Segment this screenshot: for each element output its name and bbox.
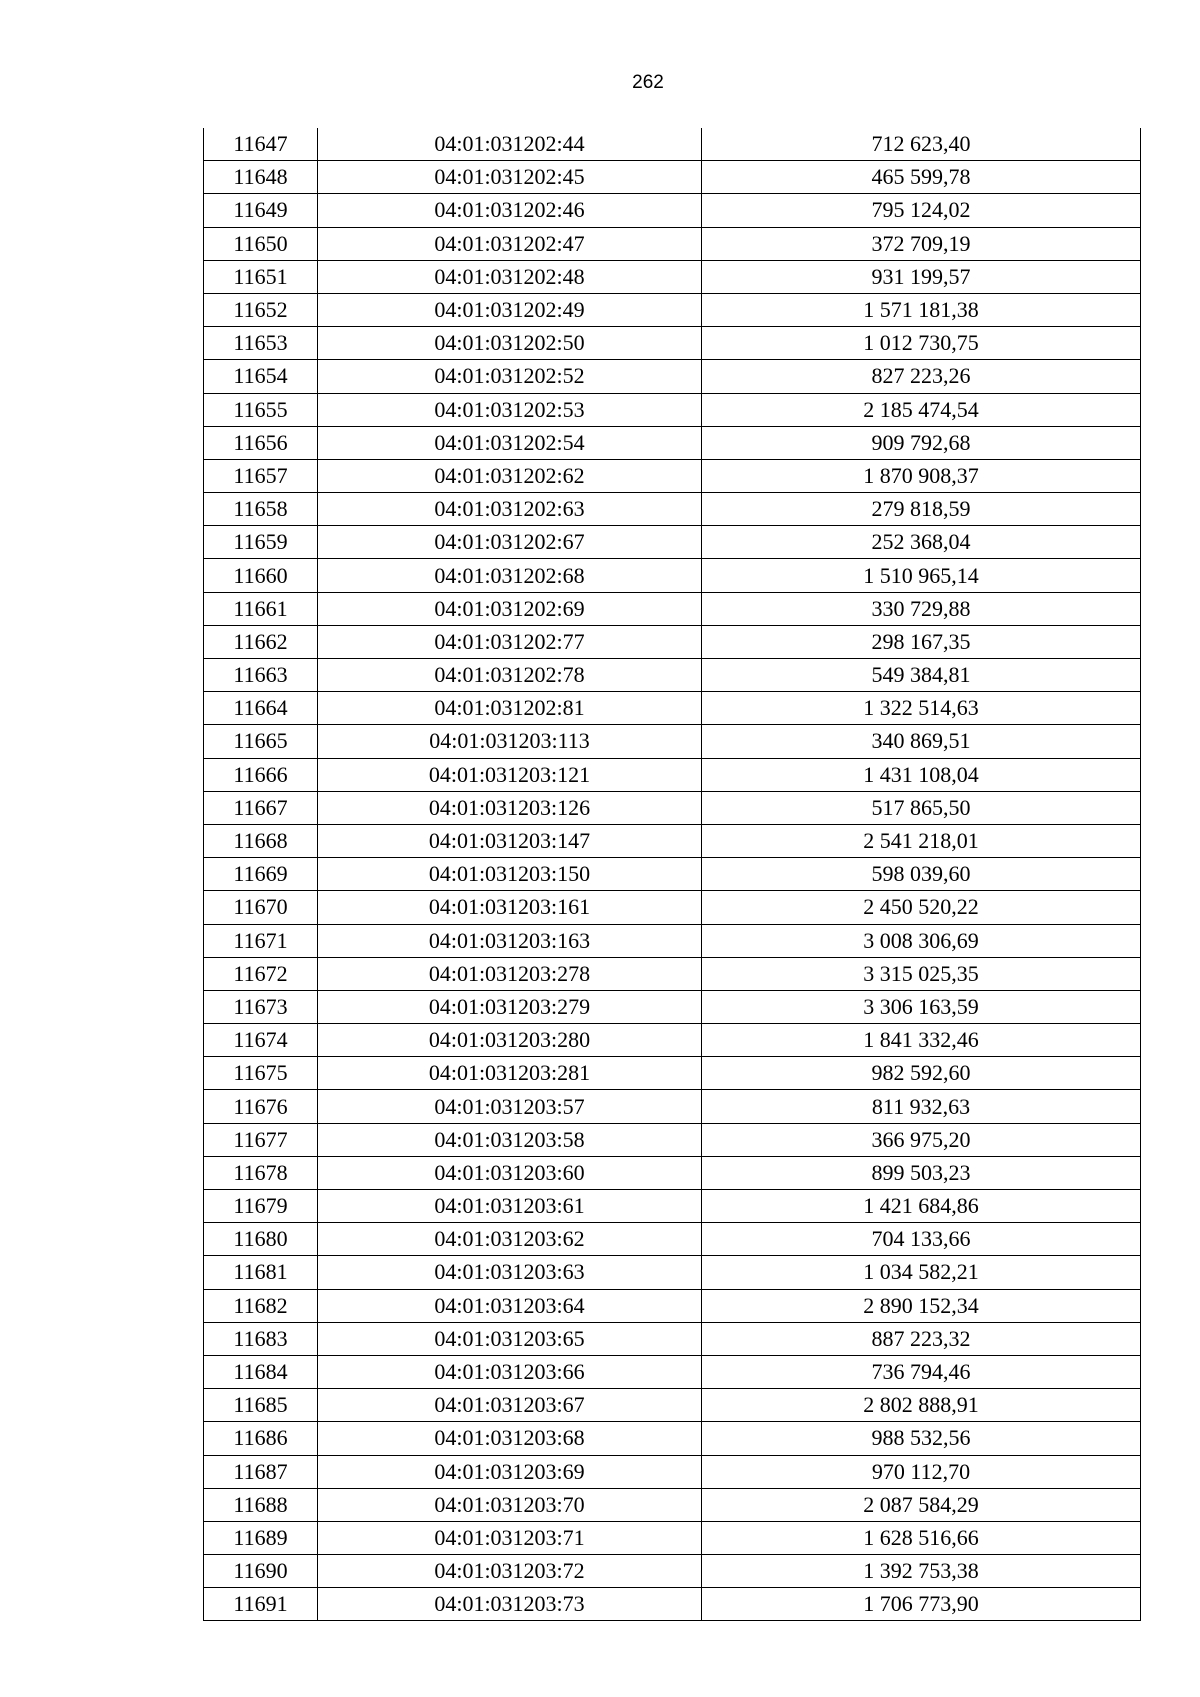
- table-row: [204, 1488, 1141, 1521]
- row-number-cell: 11648: [204, 161, 318, 194]
- table-row: [204, 1555, 1141, 1588]
- row-number-cell: 11678: [204, 1156, 318, 1189]
- row-number-cell: 11662: [204, 625, 318, 658]
- cadastral-number-cell: 04:01:031202:50: [318, 327, 702, 360]
- table-row: [204, 1521, 1141, 1554]
- table-row: [204, 1223, 1141, 1256]
- row-number-cell: 11657: [204, 459, 318, 492]
- row-number-cell: 11663: [204, 659, 318, 692]
- cadastral-number-cell: 04:01:031203:62: [318, 1223, 702, 1256]
- table-row: [204, 260, 1141, 293]
- table-row: [204, 1389, 1141, 1422]
- cadastral-number-cell: 04:01:031203:279: [318, 990, 702, 1023]
- table-row: [204, 161, 1141, 194]
- row-number-cell: 11652: [204, 293, 318, 326]
- cadastral-number-cell: 04:01:031203:281: [318, 1057, 702, 1090]
- table-row: [204, 791, 1141, 824]
- table-row: [204, 1289, 1141, 1322]
- cadastral-value-cell: 827 223,26: [702, 360, 1141, 393]
- row-number-cell: 11669: [204, 858, 318, 891]
- row-number-cell: 11689: [204, 1521, 318, 1554]
- cadastral-number-cell: 04:01:031203:71: [318, 1521, 702, 1554]
- cadastral-value-cell: 1 421 684,86: [702, 1190, 1141, 1223]
- row-number-cell: 11651: [204, 260, 318, 293]
- cadastral-number-cell: 04:01:031203:278: [318, 957, 702, 990]
- table-row: [204, 128, 1141, 161]
- cadastral-value-cell: 1 571 181,38: [702, 293, 1141, 326]
- cadastral-value-cell: 549 384,81: [702, 659, 1141, 692]
- table-row: [204, 360, 1141, 393]
- row-number-cell: 11650: [204, 227, 318, 260]
- cadastral-number-cell: 04:01:031203:113: [318, 725, 702, 758]
- cadastral-number-cell: 04:01:031203:73: [318, 1588, 702, 1621]
- cadastral-number-cell: 04:01:031203:163: [318, 924, 702, 957]
- row-number-cell: 11680: [204, 1223, 318, 1256]
- cadastral-value-cell: 704 133,66: [702, 1223, 1141, 1256]
- cadastral-number-cell: 04:01:031203:121: [318, 758, 702, 791]
- cadastral-number-cell: 04:01:031203:65: [318, 1322, 702, 1355]
- cadastral-value-cell: 1 841 332,46: [702, 1024, 1141, 1057]
- cadastral-value-cell: 298 167,35: [702, 625, 1141, 658]
- cadastral-number-cell: 04:01:031202:63: [318, 493, 702, 526]
- cadastral-number-cell: 04:01:031203:126: [318, 791, 702, 824]
- cadastral-number-cell: 04:01:031202:49: [318, 293, 702, 326]
- cadastral-value-cell: 366 975,20: [702, 1123, 1141, 1156]
- cadastral-number-cell: 04:01:031203:70: [318, 1488, 702, 1521]
- cadastral-value-cell: 3 306 163,59: [702, 990, 1141, 1023]
- cadastral-number-cell: 04:01:031202:54: [318, 426, 702, 459]
- cadastral-value-cell: 1 870 908,37: [702, 459, 1141, 492]
- cadastral-value-cell: 1 510 965,14: [702, 559, 1141, 592]
- cadastral-number-cell: 04:01:031202:81: [318, 692, 702, 725]
- row-number-cell: 11686: [204, 1422, 318, 1455]
- table-row: [204, 592, 1141, 625]
- cadastral-number-cell: 04:01:031202:52: [318, 360, 702, 393]
- cadastral-value-cell: 517 865,50: [702, 791, 1141, 824]
- cadastral-number-cell: 04:01:031202:46: [318, 194, 702, 227]
- table-row: [204, 957, 1141, 990]
- row-number-cell: 11677: [204, 1123, 318, 1156]
- table-row: [204, 1190, 1141, 1223]
- table-row: [204, 891, 1141, 924]
- row-number-cell: 11671: [204, 924, 318, 957]
- cadastral-value-cell: 1 034 582,21: [702, 1256, 1141, 1289]
- table-row: [204, 1057, 1141, 1090]
- cadastral-number-cell: 04:01:031203:161: [318, 891, 702, 924]
- cadastral-number-cell: 04:01:031202:78: [318, 659, 702, 692]
- cadastral-number-cell: 04:01:031203:72: [318, 1555, 702, 1588]
- table-row: [204, 1024, 1141, 1057]
- cadastral-number-cell: 04:01:031202:69: [318, 592, 702, 625]
- cadastral-value-cell: 736 794,46: [702, 1355, 1141, 1388]
- cadastral-value-table: [203, 128, 1141, 1621]
- cadastral-value-cell: 1 431 108,04: [702, 758, 1141, 791]
- cadastral-value-cell: 712 623,40: [702, 128, 1141, 161]
- cadastral-number-cell: 04:01:031202:53: [318, 393, 702, 426]
- cadastral-value-cell: 2 541 218,01: [702, 824, 1141, 857]
- cadastral-number-cell: 04:01:031202:62: [318, 459, 702, 492]
- cadastral-value-cell: 887 223,32: [702, 1322, 1141, 1355]
- table-row: [204, 393, 1141, 426]
- cadastral-value-cell: 909 792,68: [702, 426, 1141, 459]
- cadastral-value-cell: 465 599,78: [702, 161, 1141, 194]
- table-row: [204, 1422, 1141, 1455]
- cadastral-number-cell: 04:01:031203:58: [318, 1123, 702, 1156]
- cadastral-value-cell: 2 802 888,91: [702, 1389, 1141, 1422]
- table-row: [204, 293, 1141, 326]
- cadastral-value-cell: 988 532,56: [702, 1422, 1141, 1455]
- row-number-cell: 11664: [204, 692, 318, 725]
- cadastral-number-cell: 04:01:031203:280: [318, 1024, 702, 1057]
- table-row: [204, 725, 1141, 758]
- cadastral-value-cell: 2 890 152,34: [702, 1289, 1141, 1322]
- row-number-cell: 11683: [204, 1322, 318, 1355]
- table-row: [204, 659, 1141, 692]
- row-number-cell: 11655: [204, 393, 318, 426]
- cadastral-value-cell: 372 709,19: [702, 227, 1141, 260]
- row-number-cell: 11665: [204, 725, 318, 758]
- row-number-cell: 11687: [204, 1455, 318, 1488]
- table-row: [204, 1322, 1141, 1355]
- table-row: [204, 559, 1141, 592]
- table-row: [204, 990, 1141, 1023]
- cadastral-value-cell: 1 392 753,38: [702, 1555, 1141, 1588]
- table-row: [204, 426, 1141, 459]
- cadastral-value-cell: 2 450 520,22: [702, 891, 1141, 924]
- cadastral-value-cell: 931 199,57: [702, 260, 1141, 293]
- table-row: [204, 459, 1141, 492]
- row-number-cell: 11668: [204, 824, 318, 857]
- cadastral-number-cell: 04:01:031202:45: [318, 161, 702, 194]
- cadastral-value-cell: 1 706 773,90: [702, 1588, 1141, 1621]
- cadastral-number-cell: 04:01:031203:57: [318, 1090, 702, 1123]
- table-row: [204, 1090, 1141, 1123]
- table-row: [204, 625, 1141, 658]
- row-number-cell: 11674: [204, 1024, 318, 1057]
- table-row: [204, 1123, 1141, 1156]
- table-row: [204, 1355, 1141, 1388]
- table-row: [204, 924, 1141, 957]
- cadastral-number-cell: 04:01:031203:63: [318, 1256, 702, 1289]
- cadastral-number-cell: 04:01:031203:150: [318, 858, 702, 891]
- row-number-cell: 11660: [204, 559, 318, 592]
- table-row: [204, 1455, 1141, 1488]
- row-number-cell: 11684: [204, 1355, 318, 1388]
- cadastral-number-cell: 04:01:031203:147: [318, 824, 702, 857]
- row-number-cell: 11659: [204, 526, 318, 559]
- cadastral-value-cell: 1 628 516,66: [702, 1521, 1141, 1554]
- cadastral-value-cell: 279 818,59: [702, 493, 1141, 526]
- row-number-cell: 11649: [204, 194, 318, 227]
- row-number-cell: 11682: [204, 1289, 318, 1322]
- cadastral-value-cell: 2 087 584,29: [702, 1488, 1141, 1521]
- cadastral-value-cell: 970 112,70: [702, 1455, 1141, 1488]
- cadastral-number-cell: 04:01:031203:60: [318, 1156, 702, 1189]
- cadastral-value-cell: 2 185 474,54: [702, 393, 1141, 426]
- cadastral-value-cell: 795 124,02: [702, 194, 1141, 227]
- row-number-cell: 11685: [204, 1389, 318, 1422]
- row-number-cell: 11676: [204, 1090, 318, 1123]
- cadastral-value-cell: 252 368,04: [702, 526, 1141, 559]
- row-number-cell: 11691: [204, 1588, 318, 1621]
- row-number-cell: 11647: [204, 128, 318, 161]
- cadastral-value-cell: 340 869,51: [702, 725, 1141, 758]
- cadastral-number-cell: 04:01:031203:66: [318, 1355, 702, 1388]
- table-body: [204, 128, 1141, 1621]
- cadastral-value-cell: 598 039,60: [702, 858, 1141, 891]
- row-number-cell: 11681: [204, 1256, 318, 1289]
- cadastral-number-cell: 04:01:031203:64: [318, 1289, 702, 1322]
- row-number-cell: 11658: [204, 493, 318, 526]
- row-number-cell: 11679: [204, 1190, 318, 1223]
- table-row: [204, 526, 1141, 559]
- cadastral-number-cell: 04:01:031202:67: [318, 526, 702, 559]
- cadastral-value-cell: 3 315 025,35: [702, 957, 1141, 990]
- table-row: [204, 824, 1141, 857]
- row-number-cell: 11670: [204, 891, 318, 924]
- table-row: [204, 1588, 1141, 1621]
- table-row: [204, 1256, 1141, 1289]
- cadastral-value-cell: 982 592,60: [702, 1057, 1141, 1090]
- cadastral-value-cell: 3 008 306,69: [702, 924, 1141, 957]
- row-number-cell: 11675: [204, 1057, 318, 1090]
- row-number-cell: 11654: [204, 360, 318, 393]
- table-row: [204, 758, 1141, 791]
- cadastral-number-cell: 04:01:031202:47: [318, 227, 702, 260]
- table-row: [204, 1156, 1141, 1189]
- table-row: [204, 692, 1141, 725]
- row-number-cell: 11690: [204, 1555, 318, 1588]
- cadastral-number-cell: 04:01:031203:69: [318, 1455, 702, 1488]
- row-number-cell: 11673: [204, 990, 318, 1023]
- row-number-cell: 11661: [204, 592, 318, 625]
- table-row: [204, 858, 1141, 891]
- row-number-cell: 11667: [204, 791, 318, 824]
- table-row: [204, 227, 1141, 260]
- row-number-cell: 11672: [204, 957, 318, 990]
- cadastral-value-cell: 899 503,23: [702, 1156, 1141, 1189]
- cadastral-number-cell: 04:01:031203:68: [318, 1422, 702, 1455]
- cadastral-value-cell: 1 322 514,63: [702, 692, 1141, 725]
- cadastral-number-cell: 04:01:031203:61: [318, 1190, 702, 1223]
- cadastral-number-cell: 04:01:031202:48: [318, 260, 702, 293]
- cadastral-value-cell: 1 012 730,75: [702, 327, 1141, 360]
- page-number: 262: [632, 72, 664, 93]
- row-number-cell: 11688: [204, 1488, 318, 1521]
- row-number-cell: 11653: [204, 327, 318, 360]
- cadastral-value-cell: 811 932,63: [702, 1090, 1141, 1123]
- row-number-cell: 11666: [204, 758, 318, 791]
- cadastral-number-cell: 04:01:031202:77: [318, 625, 702, 658]
- table-row: [204, 493, 1141, 526]
- cadastral-number-cell: 04:01:031202:68: [318, 559, 702, 592]
- cadastral-number-cell: 04:01:031203:67: [318, 1389, 702, 1422]
- cadastral-number-cell: 04:01:031202:44: [318, 128, 702, 161]
- table-row: [204, 327, 1141, 360]
- table-row: [204, 194, 1141, 227]
- cadastral-value-cell: 330 729,88: [702, 592, 1141, 625]
- row-number-cell: 11656: [204, 426, 318, 459]
